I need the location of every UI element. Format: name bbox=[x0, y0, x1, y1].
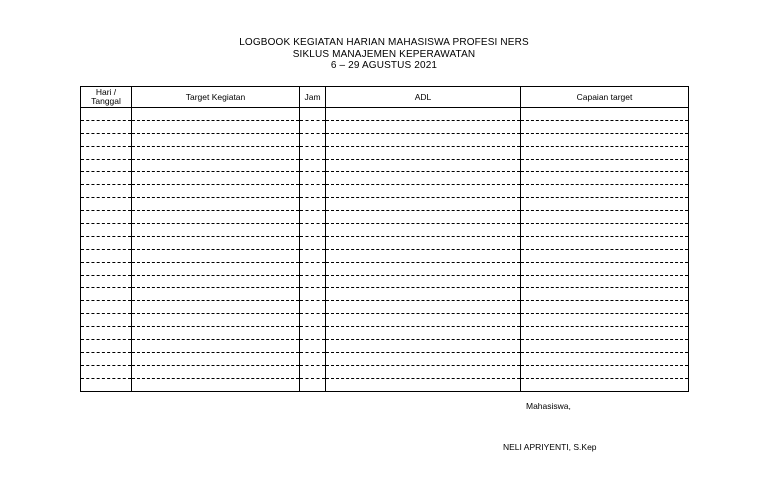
cell-target-kegiatan bbox=[132, 146, 300, 159]
cell-adl bbox=[326, 224, 521, 237]
cell-jam bbox=[300, 365, 326, 378]
cell-adl bbox=[326, 262, 521, 275]
header-jam: Jam bbox=[300, 87, 326, 108]
table-row bbox=[81, 133, 689, 146]
table-row bbox=[81, 249, 689, 262]
cell-hari-tanggal bbox=[81, 327, 132, 340]
cell-hari-tanggal bbox=[81, 288, 132, 301]
cell-capaian-target bbox=[521, 159, 689, 172]
cell-jam bbox=[300, 120, 326, 133]
cell-target-kegiatan bbox=[132, 120, 300, 133]
cell-target-kegiatan bbox=[132, 340, 300, 353]
cell-target-kegiatan bbox=[132, 185, 300, 198]
cell-hari-tanggal bbox=[81, 378, 132, 391]
cell-capaian-target bbox=[521, 211, 689, 224]
cell-jam bbox=[300, 249, 326, 262]
header-hari: Hari / bbox=[95, 87, 117, 97]
table-row bbox=[81, 378, 689, 391]
cell-adl bbox=[326, 108, 521, 121]
cell-jam bbox=[300, 262, 326, 275]
logbook-table bbox=[80, 86, 689, 392]
cell-hari-tanggal bbox=[81, 120, 132, 133]
cell-hari-tanggal bbox=[81, 146, 132, 159]
cell-jam bbox=[300, 314, 326, 327]
cell-capaian-target bbox=[521, 340, 689, 353]
signature-label: Mahasiswa, bbox=[526, 401, 571, 411]
table-row bbox=[81, 120, 689, 133]
cell-capaian-target bbox=[521, 352, 689, 365]
cell-jam bbox=[300, 224, 326, 237]
cell-jam bbox=[300, 108, 326, 121]
cell-adl bbox=[326, 249, 521, 262]
cell-adl bbox=[326, 198, 521, 211]
cell-target-kegiatan bbox=[132, 198, 300, 211]
table-row bbox=[81, 185, 689, 198]
cell-target-kegiatan bbox=[132, 327, 300, 340]
cell-hari-tanggal bbox=[81, 365, 132, 378]
title-line-3: 6 – 29 AGUSTUS 2021 bbox=[330, 60, 438, 71]
cell-jam bbox=[300, 198, 326, 211]
header-capaian-target: Capaian target bbox=[521, 87, 689, 108]
cell-target-kegiatan bbox=[132, 249, 300, 262]
cell-adl bbox=[326, 211, 521, 224]
cell-hari-tanggal bbox=[81, 262, 132, 275]
cell-hari-tanggal bbox=[81, 236, 132, 249]
cell-hari-tanggal bbox=[81, 340, 132, 353]
cell-capaian-target bbox=[521, 365, 689, 378]
signature-name: NELI APRIYENTI, S.Kep bbox=[503, 442, 597, 452]
table-row bbox=[81, 327, 689, 340]
cell-jam bbox=[300, 146, 326, 159]
cell-target-kegiatan bbox=[132, 314, 300, 327]
cell-jam bbox=[300, 275, 326, 288]
cell-capaian-target bbox=[521, 224, 689, 237]
cell-jam bbox=[300, 340, 326, 353]
table-row bbox=[81, 108, 689, 121]
cell-capaian-target bbox=[521, 249, 689, 262]
table-row bbox=[81, 365, 689, 378]
header-tanggal: Tanggal bbox=[91, 96, 121, 106]
cell-jam bbox=[300, 327, 326, 340]
cell-hari-tanggal bbox=[81, 301, 132, 314]
document-title bbox=[0, 37, 768, 72]
cell-hari-tanggal bbox=[81, 211, 132, 224]
cell-target-kegiatan bbox=[132, 224, 300, 237]
cell-target-kegiatan bbox=[132, 211, 300, 224]
table-row bbox=[81, 198, 689, 211]
table-body bbox=[81, 108, 689, 392]
cell-adl bbox=[326, 301, 521, 314]
cell-target-kegiatan bbox=[132, 133, 300, 146]
cell-adl bbox=[326, 288, 521, 301]
cell-capaian-target bbox=[521, 172, 689, 185]
cell-capaian-target bbox=[521, 185, 689, 198]
cell-target-kegiatan bbox=[132, 172, 300, 185]
cell-jam bbox=[300, 301, 326, 314]
cell-target-kegiatan bbox=[132, 365, 300, 378]
cell-capaian-target bbox=[521, 236, 689, 249]
cell-adl bbox=[326, 314, 521, 327]
cell-target-kegiatan bbox=[132, 352, 300, 365]
cell-adl bbox=[326, 185, 521, 198]
cell-adl bbox=[326, 327, 521, 340]
cell-capaian-target bbox=[521, 314, 689, 327]
cell-hari-tanggal bbox=[81, 314, 132, 327]
header-adl: ADL bbox=[326, 87, 521, 108]
table-row bbox=[81, 301, 689, 314]
cell-target-kegiatan bbox=[132, 236, 300, 249]
cell-jam bbox=[300, 352, 326, 365]
table-row bbox=[81, 275, 689, 288]
cell-capaian-target bbox=[521, 120, 689, 133]
cell-adl bbox=[326, 172, 521, 185]
cell-adl bbox=[326, 133, 521, 146]
cell-target-kegiatan bbox=[132, 378, 300, 391]
cell-adl bbox=[326, 275, 521, 288]
cell-adl bbox=[326, 236, 521, 249]
cell-hari-tanggal bbox=[81, 275, 132, 288]
cell-hari-tanggal bbox=[81, 172, 132, 185]
cell-hari-tanggal bbox=[81, 185, 132, 198]
table-row bbox=[81, 288, 689, 301]
cell-hari-tanggal bbox=[81, 159, 132, 172]
title-line-2: SIKLUS MANAJEMEN KEPERAWATAN bbox=[292, 48, 476, 60]
table-row bbox=[81, 236, 689, 249]
cell-target-kegiatan bbox=[132, 108, 300, 121]
cell-target-kegiatan bbox=[132, 288, 300, 301]
table-row bbox=[81, 172, 689, 185]
table-row bbox=[81, 352, 689, 365]
cell-capaian-target bbox=[521, 301, 689, 314]
cell-target-kegiatan bbox=[132, 275, 300, 288]
cell-jam bbox=[300, 378, 326, 391]
cell-hari-tanggal bbox=[81, 352, 132, 365]
cell-adl bbox=[326, 365, 521, 378]
cell-jam bbox=[300, 288, 326, 301]
table-row bbox=[81, 340, 689, 353]
cell-capaian-target bbox=[521, 108, 689, 121]
cell-adl bbox=[326, 159, 521, 172]
cell-jam bbox=[300, 236, 326, 249]
cell-capaian-target bbox=[521, 378, 689, 391]
cell-capaian-target bbox=[521, 146, 689, 159]
cell-adl bbox=[326, 378, 521, 391]
table-row bbox=[81, 314, 689, 327]
cell-jam bbox=[300, 172, 326, 185]
cell-capaian-target bbox=[521, 327, 689, 340]
cell-target-kegiatan bbox=[132, 301, 300, 314]
cell-adl bbox=[326, 352, 521, 365]
cell-jam bbox=[300, 159, 326, 172]
cell-hari-tanggal bbox=[81, 224, 132, 237]
cell-target-kegiatan bbox=[132, 262, 300, 275]
title-line-1: LOGBOOK KEGIATAN HARIAN MAHASISWA PROFESI NERS bbox=[239, 37, 529, 48]
cell-capaian-target bbox=[521, 198, 689, 211]
cell-jam bbox=[300, 185, 326, 198]
header-target-kegiatan: Target Kegiatan bbox=[132, 87, 300, 108]
table-row bbox=[81, 262, 689, 275]
cell-jam bbox=[300, 133, 326, 146]
cell-adl bbox=[326, 146, 521, 159]
header-hari-tanggal bbox=[81, 87, 132, 108]
table-header-row bbox=[81, 87, 689, 108]
cell-adl bbox=[326, 120, 521, 133]
cell-hari-tanggal bbox=[81, 249, 132, 262]
cell-hari-tanggal bbox=[81, 108, 132, 121]
table-row bbox=[81, 159, 689, 172]
table-row bbox=[81, 224, 689, 237]
cell-capaian-target bbox=[521, 275, 689, 288]
cell-hari-tanggal bbox=[81, 198, 132, 211]
cell-capaian-target bbox=[521, 262, 689, 275]
cell-capaian-target bbox=[521, 288, 689, 301]
table-row bbox=[81, 146, 689, 159]
cell-adl bbox=[326, 340, 521, 353]
cell-capaian-target bbox=[521, 133, 689, 146]
cell-hari-tanggal bbox=[81, 133, 132, 146]
table-row bbox=[81, 211, 689, 224]
cell-jam bbox=[300, 211, 326, 224]
cell-target-kegiatan bbox=[132, 159, 300, 172]
